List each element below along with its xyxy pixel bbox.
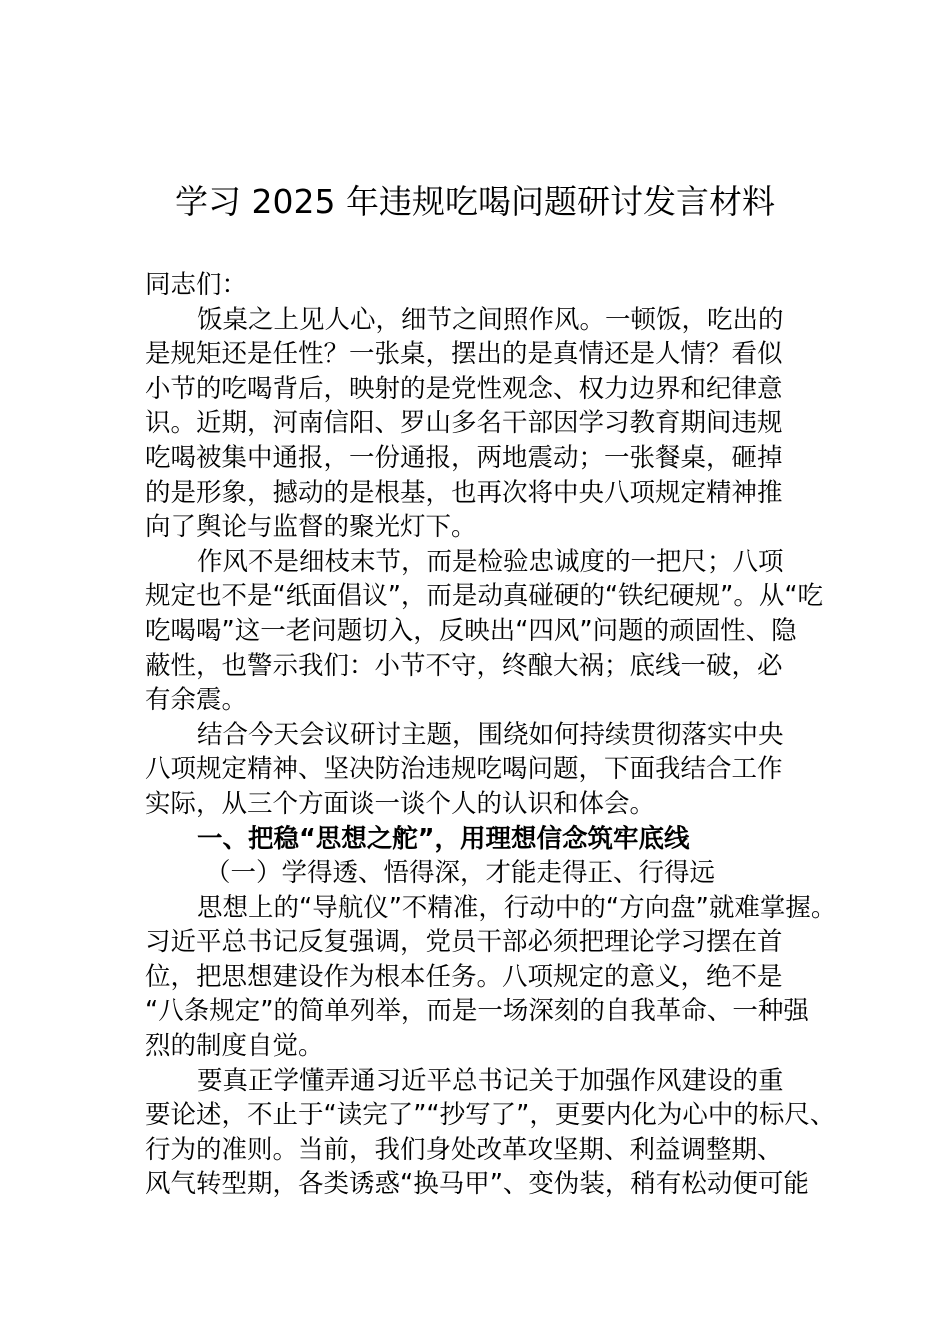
paragraph-line: 要真正学懂弄通习近平总书记关于加强作风建设的重: [197, 1065, 784, 1096]
paragraph-line: 吃喝被集中通报，一份通报，两地震动；一张餐桌，砸掉: [145, 442, 783, 473]
document-body: [145, 268, 837, 1202]
paragraph-line: 烈的制度自觉。: [145, 1031, 324, 1062]
paragraph-line: 识。近期，河南信阳、罗山多名干部因学习教育期间违规: [145, 408, 783, 439]
paragraph-line: 八项规定精神、坚决防治违规吃喝问题，下面我结合工作: [145, 754, 783, 785]
paragraph-line: 结合今天会议研讨主题，围绕如何持续贯彻落实中央: [197, 719, 784, 750]
salutation: 同志们：: [145, 270, 248, 300]
subsection-heading: （一）学得透、悟得深，才能走得正、行得远: [205, 858, 716, 889]
paragraph-line: 吃喝喝”这一老问题切入，反映出“四风”问题的顽固性、隐: [145, 615, 797, 646]
paragraph-line: 的是形象，撼动的是根基，也再次将中央八项规定精神推: [145, 477, 783, 508]
paragraph-line: 小节的吃喝背后，映射的是党性观念、权力边界和纪律意: [145, 373, 783, 404]
paragraph-line: 行为的准则。当前，我们身处改革攻坚期、利益调整期、: [145, 1134, 783, 1165]
paragraph-line: “八条规定”的简单列举，而是一场深刻的自我革命、一种强: [145, 996, 809, 1027]
paragraph-line: 向了舆论与监督的聚光灯下。: [145, 512, 477, 543]
paragraph-line: 习近平总书记反复强调，党员干部必须把理论学习摆在首: [145, 927, 783, 958]
paragraph-line: 有余震。: [145, 685, 248, 716]
paragraph-line: 位，把思想建设作为根本任务。八项规定的意义，绝不是: [145, 961, 783, 992]
paragraph-line: 作风不是细枝末节，而是检验忠诚度的一把尺；八项: [197, 546, 784, 577]
paragraph-line: 思想上的“导航仪”不精准，行动中的“方向盘”就难掌握。: [197, 892, 837, 923]
paragraph-line: 蔽性，也警示我们：小节不守，终酿大祸；底线一破，必: [145, 650, 783, 681]
paragraph-line: 是规矩还是任性？一张桌，摆出的是真情还是人情？看似: [145, 339, 783, 370]
paragraph-line: 要论述，不止于“读完了”“抄写了”，更要内化为心中的标尺、: [145, 1100, 836, 1131]
paragraph-line: 风气转型期，各类诱惑“换马甲”、变伪装，稍有松动便可能: [145, 1169, 809, 1200]
section-heading: 一、把稳“思想之舵”，用理想信念筑牢底线: [197, 823, 690, 854]
paragraph-line: 实际，从三个方面谈一谈个人的认识和体会。: [145, 788, 656, 819]
paragraph-line: 饭桌之上见人心，细节之间照作风。一顿饭，吃出的: [197, 304, 784, 335]
document-title: 学习 2025 年违规吃喝问题研讨发言材料: [175, 182, 775, 221]
paragraph-line: 规定也不是“纸面倡议”，而是动真碰硬的“铁纪硬规”。从“吃: [145, 581, 824, 612]
